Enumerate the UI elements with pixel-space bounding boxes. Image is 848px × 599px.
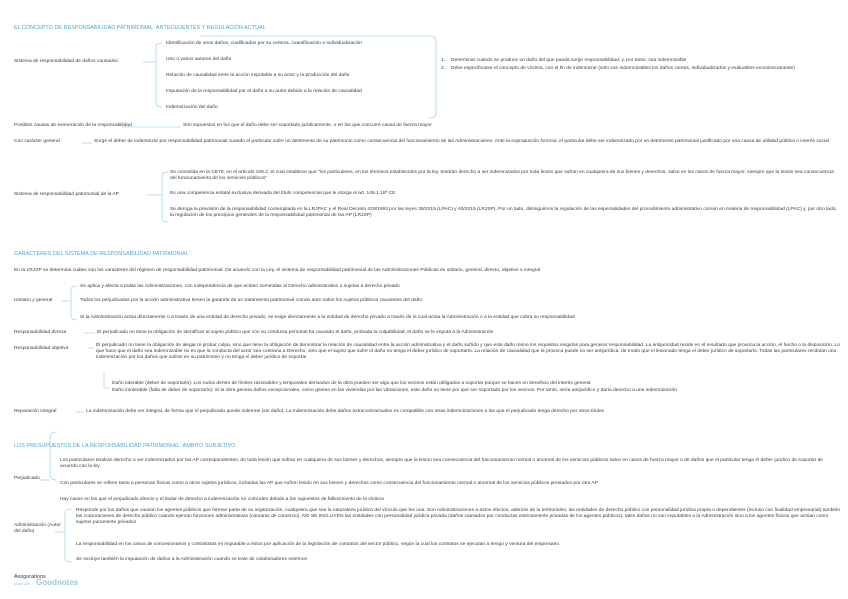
unitario-item: Se aplica y afecta a todas las Administraciones, con independencia de que actúen sometidas al Derecho administrativo o sujetas a derecho privado (80, 284, 400, 289)
ap-label: Sistema de responsabilidad patrimonial de la AP (14, 192, 119, 197)
sistema-item: Imputación de la responsabilidad por el daño a su autor debido a la relación de causalidad (166, 89, 362, 94)
unitario-item: Si la Administración actúa directamente o a través de una entidad de derecho privado, se exige directamente a la entidad de derecho privado a través de la cual actúa la Administración o a la entidad que cubra su responsabilidad (80, 315, 575, 320)
ap-item: Se deroga la previsión de la responsabilidad contemplada en la LRJPAC y el Real Decreto 429/1993 por las leyes 39/2015 (LPAC) y 40/2015 (LRJSP). Por un lado, distinguimos la regulación de las especialidades del procedimiento administrativo común en materia de responsabilidad (LPAC) y, por otro lado, la regulación de los principios generales de la responsabilidad patrimonial de las AP (LRJSP) (170, 207, 837, 219)
objetiva-text: El perjudicado no tiene la obligación de alegar ni probar culpa, sino que tiene la obligación de demostrar la relación de causalidad entre la acción administrativa y el daño sufrido y que este daño reúne los requisitos exigidos para generar responsabilidad. La antijuricidad reside en el resultado que provoca la acción, el hecho o la disposición. Lo que hace que el daño sea indemnizable no es que la conducta del actor sea contraria a Derecho, sino que el sujeto que sufre el daño no tenga el deber jurídico de soportarlo. La relación de causalidad que la provoca puede no ser antijurídica, de modo que el lesionado tenga el deber jurídico de soportarlo. Todas las particulares recibirán una indemnización por los daños que sufran en su patrimonio y no tenga el deber jurídico de soportar (96, 343, 840, 361)
objetiva-label: Responsabilidad objetiva (14, 346, 69, 351)
admin-label: Administración (Autor del daño) (14, 523, 61, 535)
integral-label: Reparación integral (14, 409, 57, 414)
objetiva-sub-item: Daño intolerable (falta de deber de soportarlo): Si la obra genera daños excepcionales, como grietas en las viviendas por las vibraciones, este daño no tiene por qué ser soportado por los vecinos. Por tanto, sería antijurídico y daría derecho a una indemnización (112, 388, 677, 393)
directa-label: Responsabilidad directa (14, 330, 67, 335)
causas-text: Son supuestos en los que el daño debe ser soportado jurídicamente, o en los que concurre causa de fuerza mayor (183, 123, 432, 128)
admin-item: La responsabilidad en los casos de concesionarios y contratistas es imputable a éstos por aplicación de la legislación de contratos del sector público, según la cual los contratos se ejecutan a riesgo y ventura del empresario (76, 542, 560, 547)
perjudicado-item: Los particulares tendrán derecho a ser indemnizados por las AP correspondientes, de toda lesión que sufran en cualquiera de sus bienes y derechos, siempre que la lesión sea consecuencia del funcionamiento normal o anormal de los servicios públicos salvo en casos de fuerza mayor o de daños que el particular tenga el deber jurídico de soportar de acuerdo con la ley (60, 458, 824, 470)
goodnotes-logo-text: Goodnotes (36, 578, 79, 587)
owner-name: Assgurations (14, 574, 46, 580)
integral-text: La indemnización debe ser integral, de forma que el perjudicado quede indemne (sin daño). La indemnización debe daños extracontractuales es compatible con otras indemnizaciones a las que el perjudicado tenga derecho por otros títulos (86, 409, 604, 414)
unitario-item: Todos los perjudicados por la acción administrativa tienen la garantía de un tratamiento patrimonial común ante todos los sujetos públicos causantes del daño (80, 298, 423, 303)
unitario-label: Unitario y general (14, 298, 53, 303)
sistema-item: Uno o varios autores del daño (166, 57, 232, 62)
sistema-item: Identificación de unos daños, cualificados por su certeza, cuantificación e individualización (166, 41, 363, 46)
general-text: Surge el deber de indemnizar por responsabilidad patrimonial cuando el particular sufre un detrimento de su patrimonio como consecuencia del funcionamiento de las Administraciones. Ante la expropiación forzosa, el particular debe ser indemnizado por un detrimento patrimonial justificado por una causa de utilidad pública o interés social (94, 139, 829, 144)
note-number: 2. (441, 66, 446, 71)
goodnotes-watermark (12, 572, 92, 594)
sistema-item: Indemnización del daño (166, 105, 218, 110)
sistema-item: Relación de causalidad entre la acción imputable a su actor y la producción del daño (166, 73, 350, 78)
objetiva-sub-item: Daño tolerable (deber de soportarlo): Los rudos dentro de límites razonables y temporales derivados de la obra pueden ser algo que los vecinos están obligados a soportar porque se hacen en beneficio del interés general (112, 381, 591, 386)
causas-label: Posibles causas de exoneración de la responsabilidad (14, 123, 132, 128)
general-label: Con carácter general (14, 139, 60, 144)
section-title-caracteres: CARACTERES DEL SISTEMA DE RESPONSABILIDAD PATRIMONIAL (14, 251, 189, 257)
note-text: Debe especificarse el concepto de víctima, con el fin de indemnizar (solo son indemnizables los daños ciertos, individualizados y evaluables económicamente) (451, 66, 795, 71)
caracteres-intro: En la LRJSP se determina cuáles son los caracteres del régimen de responsabilidad patrimonial. De acuerdo con la Ley, el sistema de responsabilidad patrimonial de las Administraciones Públicas es unitario, general, directo, objetivo e integral (14, 268, 541, 273)
note-number: 1. (441, 58, 446, 63)
perjudicado-item: Con particulares se refiere tanto a personas físicas como a otros sujetos jurídicos, incluidas las AP que sufren lesión en sus bienes y derechos como consecuencia del funcionamiento normal o anormal de los servicios públicos prestados por otra AP (60, 481, 598, 486)
ap-item: Es una competencia estatal exclusiva derivada del título competencial que le otorga el art. 149.1.18ª CE (170, 191, 396, 196)
sistema-danos-label: Sistema de responsabilidad de daños causados (14, 59, 118, 64)
section-title-presupuestos: LOS PRESUPUESTOS DE LA RESPONSABILIDAD PATRIMONIAL: ÁMBITO SUBJETIVO (14, 443, 236, 449)
ap-item: Se consolida en la CE78, en el artículo 106.2, el cual establece que "los particulares, en los términos establecidos por la ley, tendrán derecho a ser indemnizados por toda lesión que sufran en cualquiera de sus bienes y derechos, salvo en los casos de fuerza mayor, siempre que la lesión sea consecuencia del funcionamiento de los servicios públicos" (170, 170, 834, 182)
note-text: Determinar cuándo se produce un daño del que pueda surgir responsabilidad, y, por tanto, sea indemnizable (451, 58, 687, 63)
victima-text: Hay casos en los que el perjudicado directo y el titular de derecho a indemnización no coinciden debido a los supuestos de fallecimiento de la víctima (60, 497, 384, 502)
made-with-text: Made with (14, 582, 31, 586)
directa-text: El perjudicado no tiene la obligación de identificar al sujeto público que con su conducta personal ha causado el daño, probada la culpabilidad, el daño se le imputa a la Administración (97, 330, 494, 335)
admin-item: Responde por los daños que causan los agentes públicos que forman parte de su organización, cualquiera que sea la naturaleza jurídica del vínculo que les una. Son Administraciones a estos efectos, además de la territoriales, las entidades de derecho público con personalidad jurídica propia o dependientes (incluso con finalidad empresarial) también las corporaciones de derecho público cuando ejerzan funciones administrativas (cámaras de comercio). NO SE INCLUYEN las entidades con personalidad jurídica privada (daños causados por conductas estrictamente privadas de los agentes públicos), tales daños no son imputables a la Administración sino a los agentes físicos que actúan como sujetos puramente privados (76, 508, 840, 526)
perjudicado-label: Perjudicado (14, 476, 40, 481)
section-title-concepto: EL CONCEPTO DE RESPONSABILIDAD PATRIMONIAL. ANTECEDENTES Y REGULACIÓN ACTUAL (14, 25, 266, 31)
admin-item: Se excluye también la imputación de daños a la Administración cuando se trate de colaboradores externos (76, 557, 308, 562)
